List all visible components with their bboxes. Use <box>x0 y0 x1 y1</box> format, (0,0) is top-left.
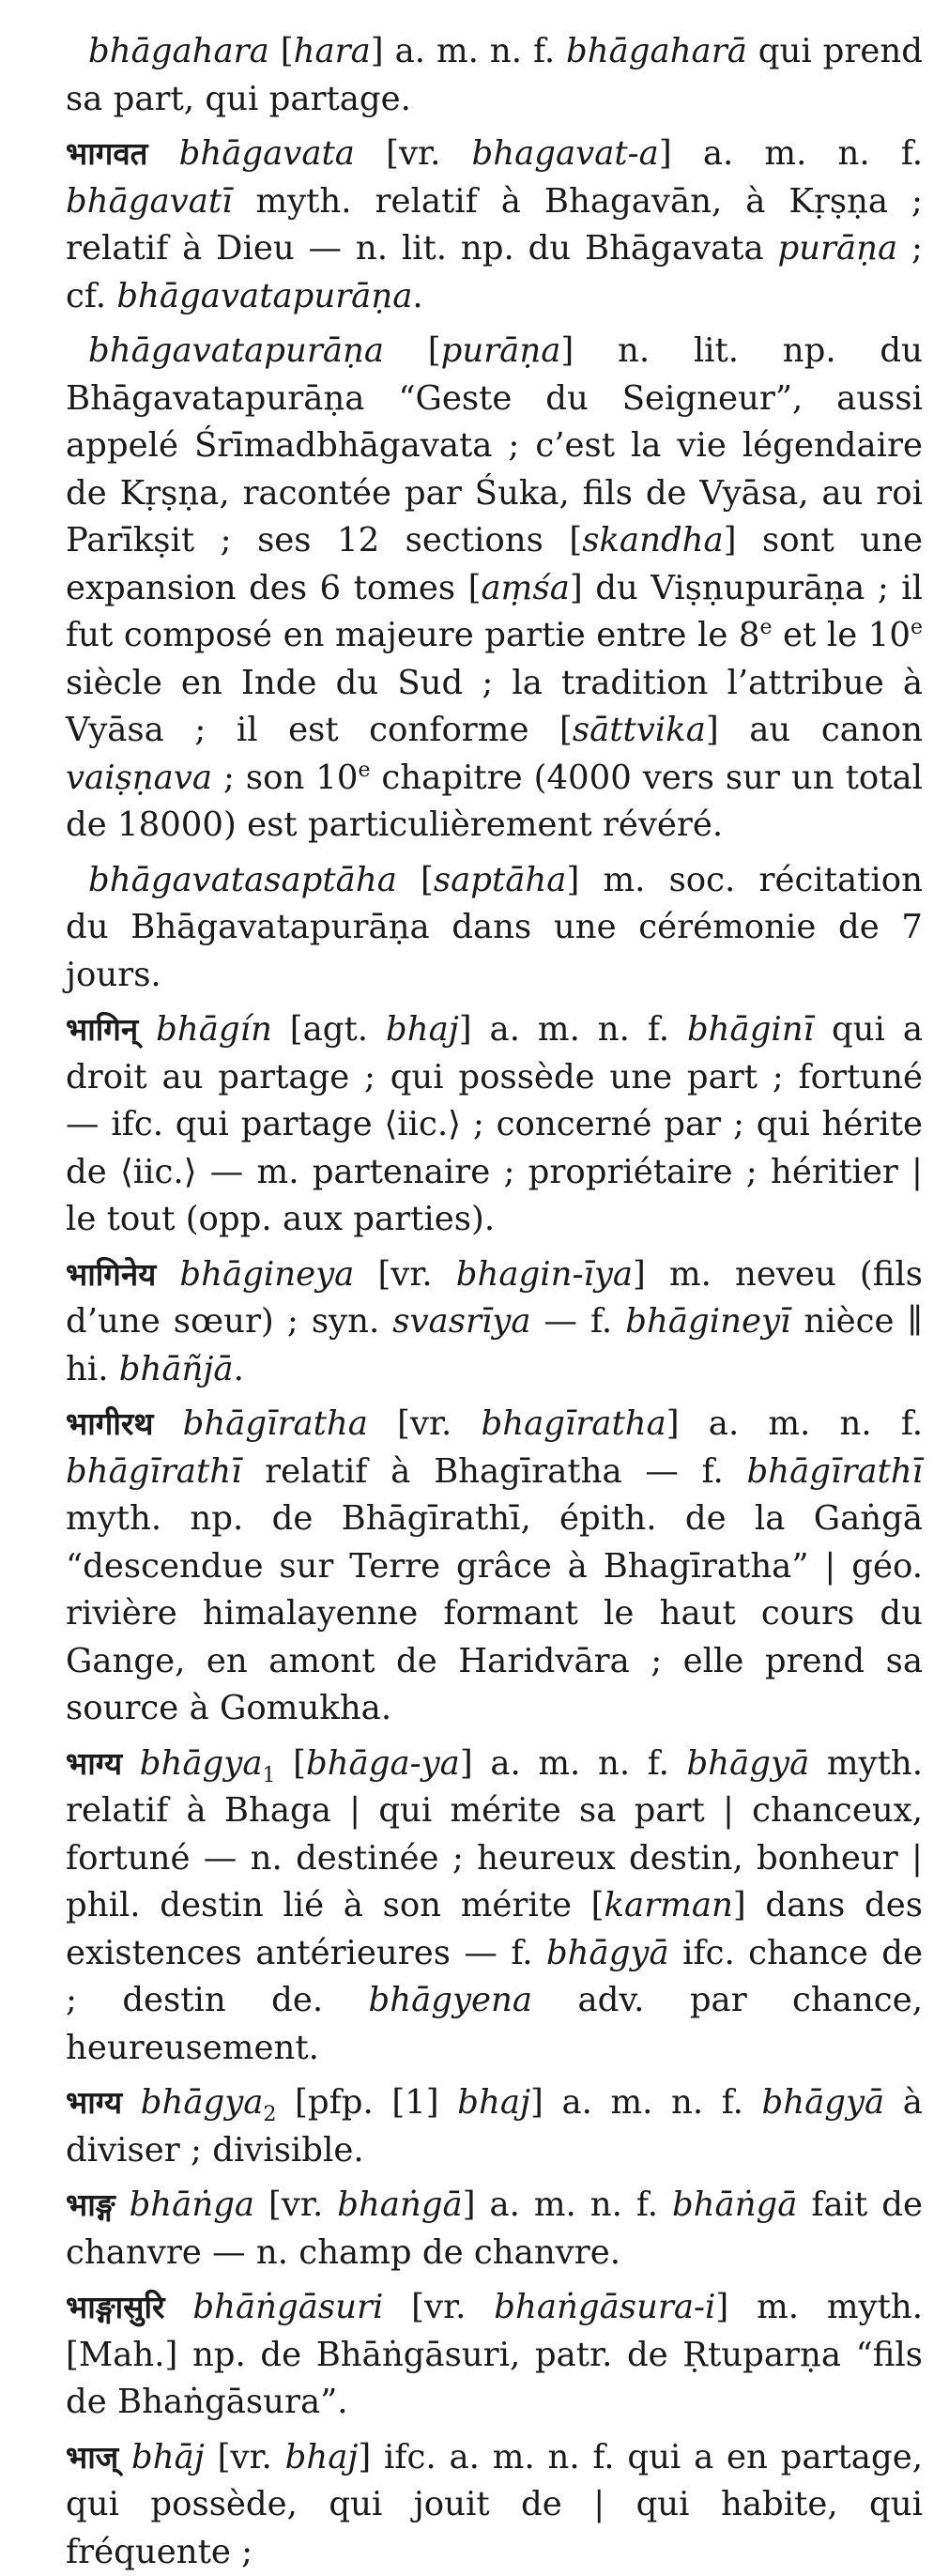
italic-term: bhagīratha <box>482 1404 666 1443</box>
entry-text: ] a. m. n. f. <box>463 2185 672 2224</box>
italic-term: skandha <box>582 521 724 560</box>
italic-term: bhaṅgāsura-i <box>494 2288 715 2326</box>
entry-text: [vr. <box>383 2288 494 2326</box>
italic-term: bhāgīrathī <box>747 1452 923 1491</box>
italic-term: bhāgīrathī <box>66 1452 241 1491</box>
dictionary-entry <box>66 2182 923 2277</box>
entry-text: [vr. <box>355 134 472 173</box>
entry-text: ] a. m. n. f. <box>460 1744 687 1783</box>
italic-term: bhaṅgā <box>337 2185 463 2224</box>
entry-text: ; cf. <box>66 229 923 315</box>
entry-text: [vr. <box>254 2185 337 2224</box>
entry-text <box>147 134 178 173</box>
headword-devanagari: भाज् <box>66 2439 118 2476</box>
italic-term: karman <box>605 1886 733 1924</box>
italic-term: aṃśa <box>481 569 569 607</box>
entry-text: myth. relatif à Bhagavān, à Kṛṣṇa ; relatif à Dieu — n. lit. np. du Bhāgavata <box>66 182 923 268</box>
entry-text: qui a droit au partage ; qui possède une part ; fortuné — ifc. qui partage ⟨iic.⟩ ; concerné par ; qui hérite de ⟨iic.⟩ — m. partenaire ; propriétaire ; héritier | le tout (opp. aux parties). <box>66 1010 923 1238</box>
entry-text: ] du Viṣṇupurāṇa ; il fut composé en majeure partie entre le 8 <box>66 569 923 655</box>
entry-text <box>122 2083 141 2122</box>
entry-text: [vr. <box>368 1404 482 1443</box>
italic-term: bhāṅgā <box>672 2185 798 2224</box>
entry-text: ] a. m. n. f. <box>459 1010 687 1049</box>
entry-text: ] m. myth. [Mah.] np. de Bhāṅgāsuri, patr. de Ṛtuparṇa “fils de Bhaṅgāsura”. <box>66 2288 923 2421</box>
italic-term: bhāṅgāsuri <box>192 2288 383 2326</box>
entry-text: fait de chanvre — n. champ de chanvre. <box>66 2185 923 2272</box>
italic-term: bhāgavatasaptāha <box>88 861 397 899</box>
italic-term: hara <box>294 32 371 70</box>
italic-term: bhāgín <box>156 1010 272 1049</box>
italic-term: bhāgavatapurāṇa <box>116 277 412 315</box>
italic-term: bhāgavata <box>179 134 355 173</box>
italic-term: bhāgyā <box>546 1934 669 1972</box>
dictionary-entry <box>66 2434 923 2576</box>
italic-term: bhāgineyī <box>625 1302 790 1341</box>
entry-text: adv. par chance, heureusement. <box>66 1981 923 2067</box>
entry-text: [ <box>269 32 294 70</box>
dictionary-entry <box>66 1401 923 1733</box>
entry-text: ifc. chance de ; destin de. <box>66 1934 923 2020</box>
entry-text: [ <box>397 861 434 899</box>
headword-devanagari: भाङ्ग <box>66 2186 115 2223</box>
dictionary-entry <box>66 1006 923 1244</box>
entry-text: . <box>412 277 422 315</box>
entry-text <box>115 2185 130 2224</box>
entry-text: qui prend sa part, qui partage. <box>66 32 923 118</box>
sub-entry <box>66 328 923 850</box>
entry-text: ] ifc. a. m. n. f. qui a en partage, qui possède, qui jouit de | qui habite, qui fréquente ; <box>66 2438 923 2571</box>
entry-text: [vr. <box>205 2438 285 2476</box>
entry-text <box>165 2288 193 2326</box>
entry-text: ] sont une expansion des 6 tomes [ <box>66 521 923 607</box>
entry-text: [ <box>276 1744 306 1783</box>
dictionary-entry <box>66 1740 923 2073</box>
index-mark: e <box>759 616 772 639</box>
italic-term: bhāgya <box>141 2083 264 2122</box>
italic-term: saptāha <box>434 861 567 899</box>
headword-devanagari: भाङ्गासुरि <box>66 2289 165 2325</box>
headword-devanagari: भागिन् <box>66 1011 138 1048</box>
entry-text: et le 10 <box>773 616 911 654</box>
entry-text: ] a. m. n. f. <box>371 32 566 70</box>
italic-term: bhāñjā <box>119 1350 234 1388</box>
entry-text <box>156 1255 179 1294</box>
italic-term: purāṇa <box>441 331 561 370</box>
entry-text <box>153 1404 182 1443</box>
entry-text: ] a. m. n. f. <box>659 134 923 173</box>
italic-term: bhāgahara <box>88 32 269 70</box>
index-mark: 2 <box>263 2103 276 2126</box>
italic-term: bhagavat-a <box>472 134 659 173</box>
italic-term: svasrīya <box>392 1302 530 1341</box>
entry-text: ] a. m. n. f. <box>666 1404 923 1443</box>
entry-text: [ <box>384 331 441 370</box>
entry-text: [agt. <box>272 1010 386 1049</box>
entry-text: ] m. neveu (fils d’une sœur) ; syn. <box>66 1255 923 1342</box>
italic-term: bhāga-ya <box>306 1744 460 1783</box>
italic-term: bhāginī <box>687 1010 814 1049</box>
entry-text: [vr. <box>354 1255 455 1294</box>
entry-text: — f. <box>530 1302 625 1341</box>
italic-term: bhāgya <box>140 1744 263 1783</box>
italic-term: bhāgyena <box>369 1981 533 2019</box>
headword-devanagari: भागीरथ <box>66 1405 153 1442</box>
entry-text <box>138 1010 156 1049</box>
entry-text: ] dans des existences antérieures — f. <box>66 1886 923 1972</box>
headword-devanagari: भागवत <box>66 135 147 172</box>
dictionary-entry <box>66 2079 923 2174</box>
italic-term: bhāgyā <box>762 2083 885 2122</box>
headword-devanagari: भाग्य <box>66 2084 122 2121</box>
entry-text <box>118 2438 131 2476</box>
italic-term: bhaj <box>457 2083 530 2122</box>
dictionary-entry <box>66 1251 923 1394</box>
entry-text: ] m. soc. récitation du Bhāgavatapurāṇa dans une cérémonie de 7 jours. <box>66 861 923 994</box>
italic-term: bhāj <box>131 2438 205 2476</box>
dictionary-entry <box>66 2284 923 2427</box>
sub-entry <box>66 28 923 123</box>
index-mark: e <box>358 759 370 782</box>
italic-term: bhāgavatapurāṇa <box>88 331 384 370</box>
italic-term: bhāgineya <box>179 1255 354 1294</box>
headword-devanagari: भागिनेय <box>66 1256 156 1293</box>
entry-text: à diviser ; divisible. <box>66 2083 923 2170</box>
index-mark: 1 <box>263 1764 276 1787</box>
entry-text: [pfp. [1] <box>276 2083 457 2122</box>
italic-term: bhāgyā <box>687 1744 810 1783</box>
entry-text: ] au canon <box>706 711 923 749</box>
italic-term: purāṇa <box>777 229 897 268</box>
entry-text: nièce ∥ hi. <box>66 1302 923 1388</box>
italic-term: bhagin-īya <box>456 1255 633 1294</box>
italic-term: bhaj <box>386 1010 459 1049</box>
entry-text: relatif à Bhagīratha — f. <box>241 1452 746 1491</box>
entry-text: myth. np. de Bhāgīrathī, épith. de la Gaṅgā “descendue sur Terre grâce à Bhagīratha” | géo. rivière himalayenne formant le haut cours du Gange, en amont de Haridvāra ; elle prend sa source à Gomukha. <box>66 1499 923 1727</box>
sub-entry <box>66 857 923 1000</box>
entry-text: . <box>234 1350 244 1388</box>
italic-term: bhāṅga <box>130 2185 255 2224</box>
index-mark: e <box>911 616 923 639</box>
italic-term: bhāgaharā <box>566 32 747 70</box>
italic-term: bhāgavatī <box>66 182 232 221</box>
entry-text <box>122 1744 140 1783</box>
entry-text: chapitre (4000 vers sur un total de 18000) est particulièrement révéré. <box>66 759 923 845</box>
entry-text: ] n. lit. np. du Bhāgavatapurāṇa “Geste du Seigneur”, aussi appelé Śrīmadbhāgavata ; c’est la vie légendaire de Kṛṣṇa, racontée par Śuka, fils de Vyāsa, au roi Parīkṣit ; ses 12 sections [ <box>66 331 923 560</box>
entry-text: myth. relatif à Bhaga | qui mérite sa part | chanceux, fortuné — n. destinée ; heureux destin, bonheur | phil. destin lié à son mérite [ <box>66 1744 923 1925</box>
headword-devanagari: भाग्य <box>66 1745 122 1782</box>
entry-text: ; son 10 <box>212 759 358 797</box>
dictionary-entry <box>66 130 923 320</box>
italic-term: vaiṣṇava <box>66 759 212 797</box>
italic-term: sāttvika <box>573 711 706 749</box>
italic-term: bhaj <box>285 2438 359 2476</box>
italic-term: bhāgīratha <box>183 1404 368 1443</box>
entry-text: ] a. m. n. f. <box>530 2083 762 2122</box>
entry-text: siècle en Inde du Sud ; la tradition l’attribue à Vyāsa ; il est conforme [ <box>66 664 923 750</box>
